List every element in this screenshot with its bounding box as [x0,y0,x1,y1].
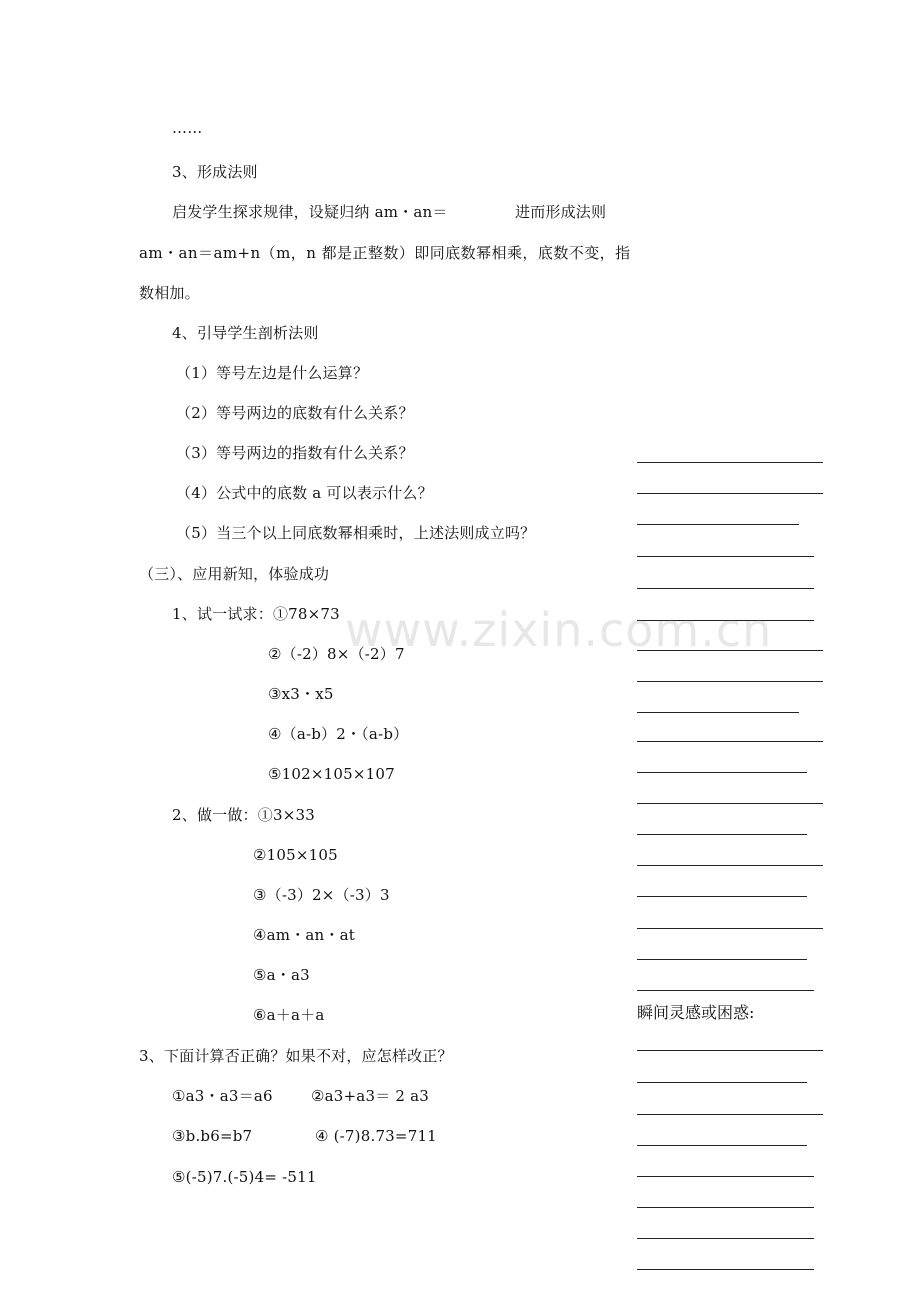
note-line [637,1050,823,1051]
exercise-item: ③x3・x5 [268,685,334,703]
heading-form-rule: 3、形成法则 [172,163,258,181]
exercise-item: ③b.b6=b7 [172,1127,253,1145]
exercise-heading: 1、试一试求：①78×73 [172,605,340,623]
section-heading: （三）、应用新知，体验成功 [139,565,330,583]
note-line [637,990,814,991]
note-line [637,524,799,525]
exercise-item: ④ (-7)8.73=711 [315,1127,437,1145]
note-line [637,741,823,742]
exercise-item: ①a3・a3＝a6 [172,1087,273,1105]
exercise-item: ⑤(-5)7.(-5)4= -511 [172,1168,317,1186]
note-title: 瞬间灵感或困惑: [637,1003,755,1022]
heading-analyze-rule: 4、引导学生剖析法则 [172,324,319,342]
question-item: （4）公式中的底数 a 可以表示什么？ [176,484,433,502]
note-line [637,588,814,589]
note-line [637,1176,814,1177]
note-line [637,772,807,773]
note-line [637,928,823,929]
paragraph-line: 进而形成法则 [515,203,607,221]
paragraph-line: 数相加。 [139,284,200,302]
exercise-item: ⑤a・a3 [253,966,310,984]
note-line [637,803,823,804]
exercise-item: ⑥a＋a＋a [253,1006,325,1024]
note-line [637,834,807,835]
paragraph-line: 启发学生探求规律，设疑归纳 am・an＝ [172,203,448,221]
note-line [637,462,823,463]
note-line [637,493,823,494]
question-item: （1）等号左边是什么运算？ [176,364,369,382]
exercise-item: ⑤102×105×107 [268,765,395,783]
note-line [637,681,823,682]
question-item: （3）等号两边的指数有什么关系？ [176,444,414,462]
watermark: www.zixin.com.cn [345,603,773,657]
exercise-item: ②（-2）8×（-2）7 [268,645,405,663]
ellipsis-text: …… [172,119,203,137]
exercise-item: ④（a-b）2・（a-b） [268,725,409,743]
note-line [637,1145,807,1146]
note-line [637,1114,823,1115]
note-line [637,865,823,866]
note-line [637,1207,814,1208]
note-line [637,896,807,897]
note-line [637,712,799,713]
note-line [637,1082,807,1083]
exercise-item: ③（-3）2×（-3）3 [253,886,390,904]
exercise-item: ④am・an・at [253,926,355,944]
question-item: （2）等号两边的底数有什么关系？ [176,404,414,422]
paragraph-line: am・an＝am+n（m，n 都是正整数）即同底数幂相乘，底数不变，指 [139,244,631,262]
note-line [637,556,814,557]
exercise-item: ②a3+a3＝ 2 a3 [311,1087,429,1105]
note-line [637,1269,814,1270]
note-line [637,1238,814,1239]
note-line [637,959,807,960]
exercise-heading: 2、做一做：①3×33 [172,806,315,824]
exercise-heading: 3、下面计算否正确？如果不对，应怎样改正？ [139,1047,453,1065]
exercise-item: ②105×105 [253,846,338,864]
question-item: （5）当三个以上同底数幂相乘时，上述法则成立吗？ [176,524,536,542]
